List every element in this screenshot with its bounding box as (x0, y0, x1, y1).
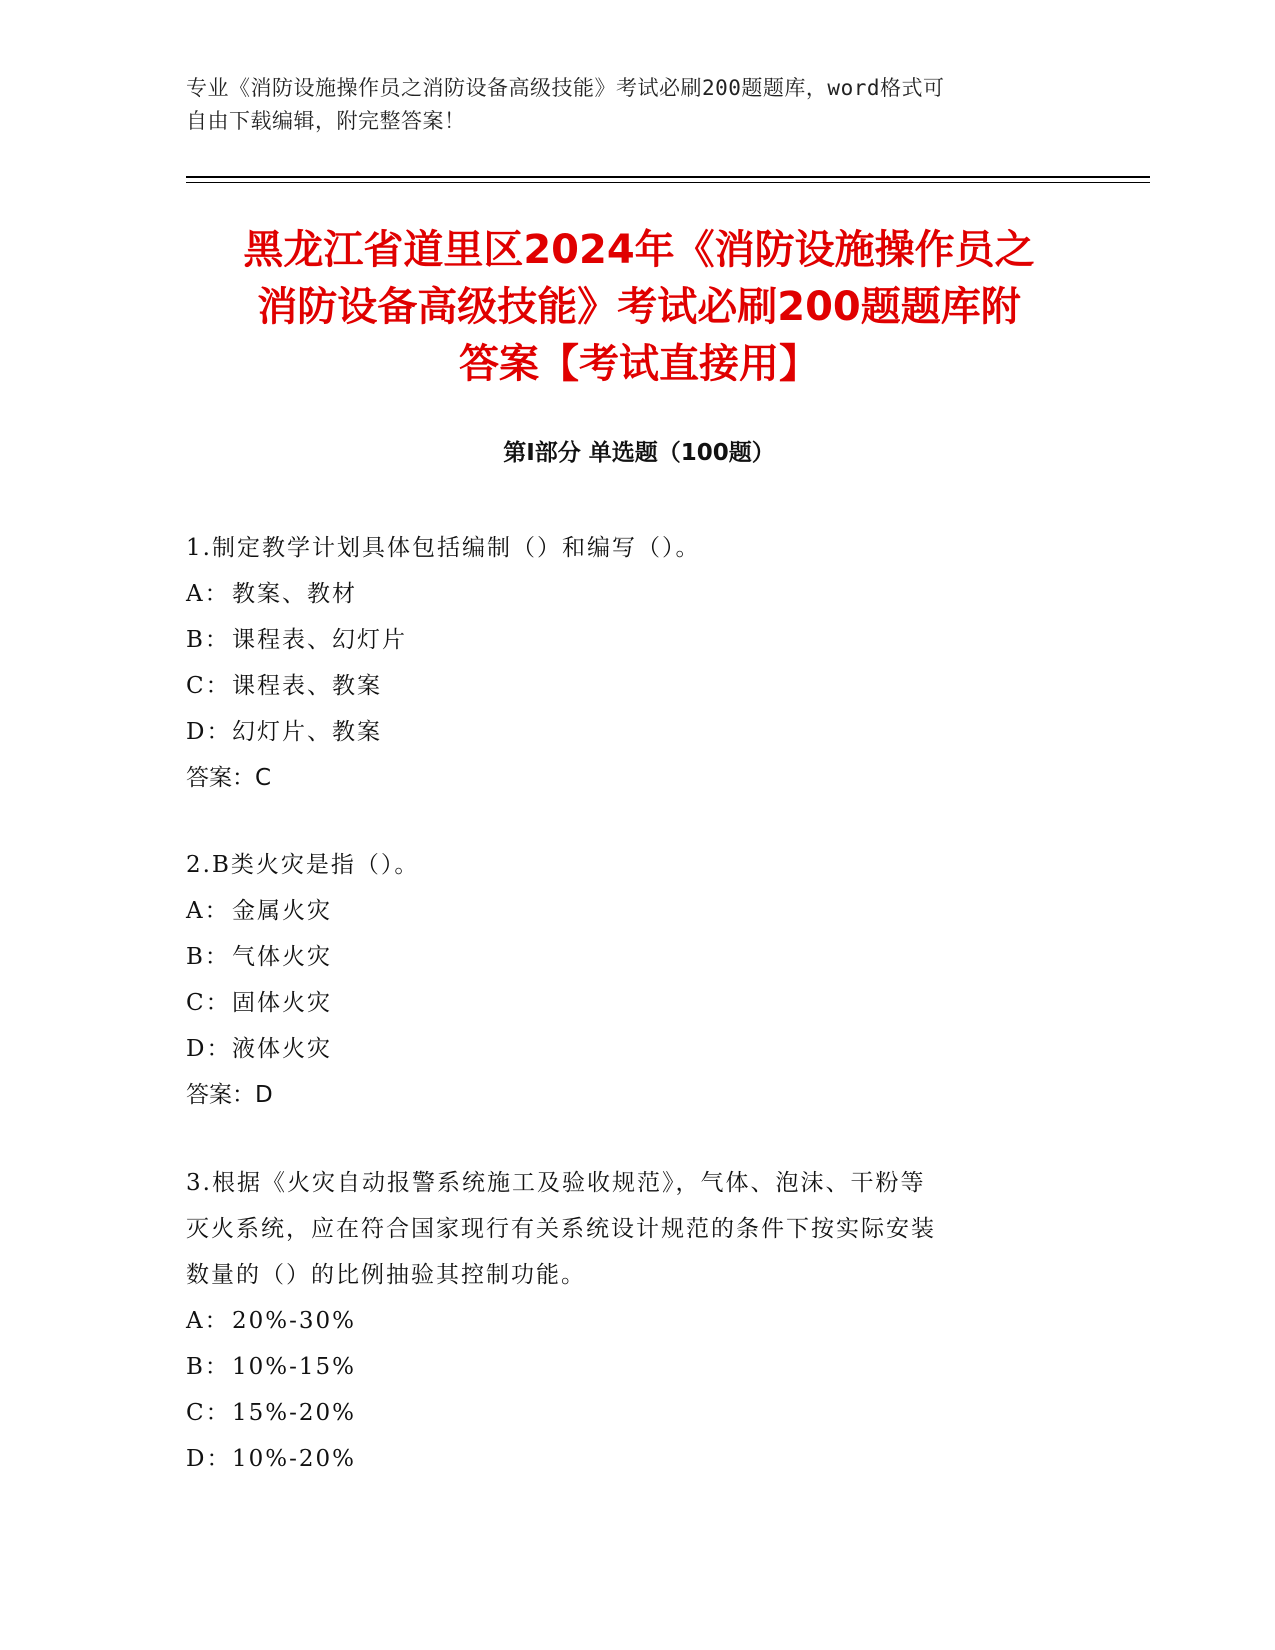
question-2 (186, 842, 1066, 1118)
header-divider-thick (186, 176, 1150, 178)
option-letter: B： (186, 1354, 230, 1380)
question-3 (186, 1160, 1066, 1482)
section-title: 第Ⅰ部分 单选题（100题） (503, 440, 775, 466)
option-c (186, 980, 1066, 1026)
option-a (186, 888, 1066, 934)
question-stem: 2.B类火灾是指（）。 (186, 852, 420, 878)
option-letter: D： (186, 1036, 232, 1062)
header-divider-thin (186, 182, 1150, 183)
option-text: 金属火灾 (232, 898, 332, 924)
option-a (186, 1298, 1066, 1344)
document-title-line-1: 黑龙江省道里区2024年《消防设施操作员之 (243, 227, 1035, 273)
header-note-line-2: 自由下载编辑，附完整答案！ (186, 109, 466, 133)
document-title-line-2: 消防设备高级技能》考试必刷200题题库附 (257, 284, 1021, 330)
question-stem-line-3: 数量的（）的比例抽验其控制功能。 (186, 1262, 586, 1288)
option-d (186, 1436, 1066, 1482)
option-letter: B： (186, 944, 230, 970)
answer-line: 答案：D (186, 1082, 273, 1108)
document-title-line-3: 答案【考试直接用】 (459, 341, 819, 387)
option-b (186, 1344, 1066, 1390)
option-c (186, 1390, 1066, 1436)
option-letter: C： (186, 990, 231, 1016)
option-letter: A： (186, 898, 230, 924)
option-a (186, 571, 1066, 617)
option-d (186, 709, 1066, 755)
option-letter: C： (186, 673, 231, 699)
question-stem: 1.制定教学计划具体包括编制（）和编写（）。 (186, 535, 701, 561)
option-text: 课程表、教案 (232, 673, 382, 699)
header-note-line-1: 专业《消防设施操作员之消防设备高级技能》考试必刷200题题库，word格式可 (186, 76, 945, 100)
option-text: 固体火灾 (232, 990, 332, 1016)
option-d (186, 1026, 1066, 1072)
option-text: 气体火灾 (232, 944, 332, 970)
option-letter: C： (186, 1400, 231, 1426)
option-c (186, 663, 1066, 709)
option-letter: A： (186, 581, 230, 607)
option-letter: D： (186, 1446, 232, 1472)
option-letter: A： (186, 1308, 230, 1334)
document-title (186, 222, 1092, 393)
option-text: 液体火灾 (232, 1036, 332, 1062)
option-b (186, 934, 1066, 980)
question-stem-line-2: 灭火系统，应在符合国家现行有关系统设计规范的条件下按实际安装 (186, 1216, 936, 1242)
option-text: 幻灯片、教案 (232, 719, 382, 745)
header-note (186, 72, 1066, 138)
question-1 (186, 525, 1066, 801)
question-stem-line-1: 3.根据《火灾自动报警系统施工及验收规范》，气体、泡沫、干粉等 (186, 1170, 926, 1196)
option-text: 15%-20% (232, 1400, 357, 1426)
option-text: 10%-20% (232, 1446, 357, 1472)
option-letter: D： (186, 719, 232, 745)
option-text: 10%-15% (232, 1354, 357, 1380)
option-letter: B： (186, 627, 230, 653)
option-text: 课程表、幻灯片 (232, 627, 407, 653)
option-b (186, 617, 1066, 663)
answer-line: 答案：C (186, 765, 272, 791)
option-text: 20%-30% (232, 1308, 357, 1334)
option-text: 教案、教材 (232, 581, 357, 607)
